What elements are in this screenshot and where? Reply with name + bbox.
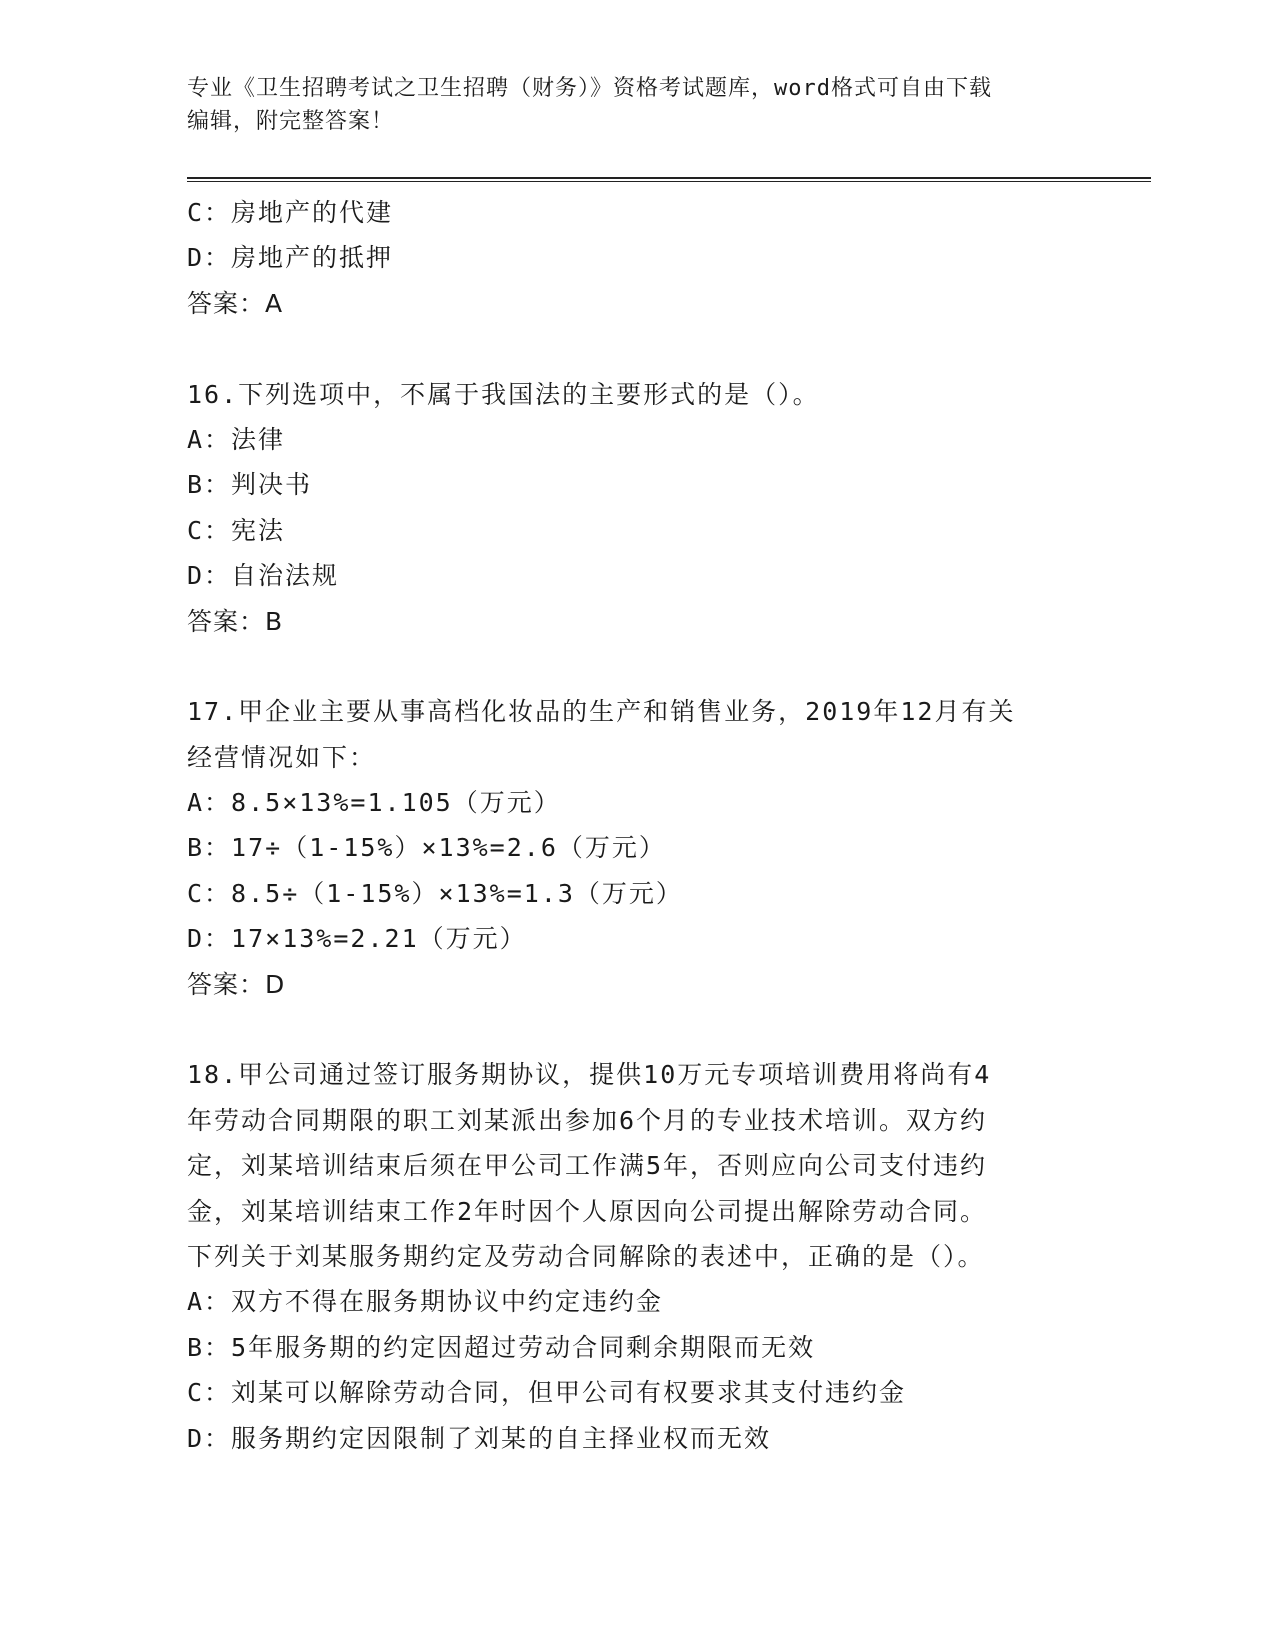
option-c: C：8.5÷（1-15%）×13%=1.3（万元） [187, 878, 683, 908]
document-header [187, 72, 1067, 138]
question-stem-line: 年劳动合同期限的职工刘某派出参加6个月的专业技术培训。双方约 [187, 1105, 988, 1135]
question-stem-line: 18.甲公司通过签订服务期协议，提供10万元专项培训费用将尚有4 [187, 1060, 992, 1090]
option-d: D：服务期约定因限制了刘某的自主择业权而无效 [187, 1423, 772, 1453]
question-stem-line: 下列关于刘某服务期约定及劳动合同解除的表述中，正确的是（）。 [187, 1241, 985, 1271]
option-a: A：法律 [187, 424, 286, 454]
option-c: C：房地产的代建 [187, 198, 394, 227]
question-stem: 16.下列选项中，不属于我国法的主要形式的是（）。 [187, 379, 820, 409]
question-list [187, 190, 1067, 1461]
option-d: D：17×13%=2.21（万元） [187, 924, 527, 954]
answer-label: 答案：D [187, 969, 286, 999]
question-spacer [187, 1007, 1067, 1052]
option-a: A：双方不得在服务期协议中约定违约金 [187, 1287, 664, 1317]
option-a: A：8.5×13%=1.105（万元） [187, 788, 561, 818]
header-line-1: 专业《卫生招聘考试之卫生招聘（财务）》资格考试题库，word格式可自由下载 [187, 76, 992, 101]
header-line-2: 编辑，附完整答案！ [187, 109, 395, 134]
question-stem-line: 经营情况如下： [187, 742, 377, 772]
option-b: B：17÷（1-15%）×13%=2.6（万元） [187, 833, 666, 863]
option-b: B：5年服务期的约定因超过劳动合同剩余期限而无效 [187, 1332, 816, 1362]
question-17 [187, 689, 1067, 1007]
answer-label: 答案：B [187, 606, 284, 636]
answer-label: 答案：A [187, 288, 284, 318]
header-divider [187, 177, 1151, 182]
option-c: C：刘某可以解除劳动合同，但甲公司有权要求其支付违约金 [187, 1378, 907, 1408]
option-d: D：房地产的抵押 [187, 243, 394, 273]
question-18 [187, 1052, 1067, 1461]
question-stem-line: 定，刘某培训结束后须在甲公司工作满5年，否则应向公司支付违约 [187, 1151, 988, 1181]
question-16 [187, 372, 1067, 644]
question-stem-line: 17.甲企业主要从事高档化妆品的生产和销售业务，2019年12月有关 [187, 697, 1016, 727]
question-spacer [187, 326, 1067, 371]
question-15-tail [187, 190, 1067, 326]
question-spacer [187, 644, 1067, 689]
question-stem-line: 金，刘某培训结束工作2年时因个人原因向公司提出解除劳动合同。 [187, 1196, 988, 1226]
option-d: D：自治法规 [187, 561, 340, 591]
option-b: B：判决书 [187, 470, 313, 500]
option-c: C：宪法 [187, 515, 286, 545]
